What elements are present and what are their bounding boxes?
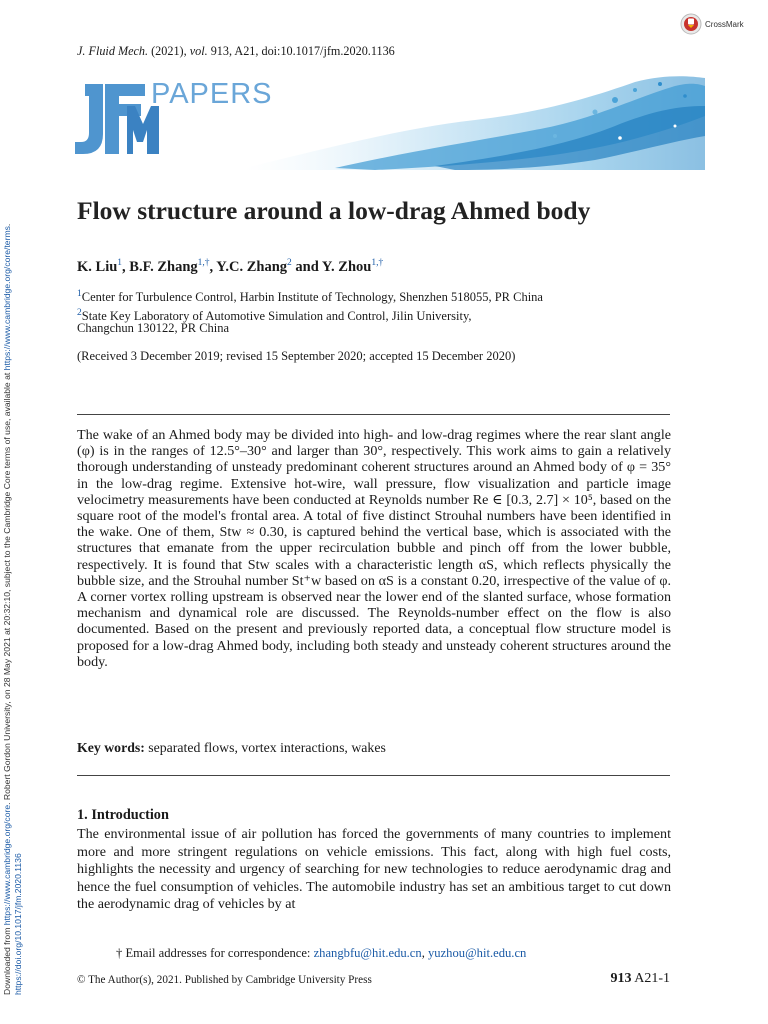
jfm-logo	[75, 84, 159, 154]
section-number: 1.	[77, 807, 88, 823]
section-heading	[77, 807, 169, 824]
download-notice	[2, 155, 24, 995]
correspondence-footnote	[116, 946, 526, 961]
volume-number: 913	[610, 971, 632, 986]
crossmark-icon	[680, 13, 702, 35]
author-affil-mark[interactable]: 2	[287, 258, 292, 268]
author-name: , Y.C. Zhang	[209, 258, 288, 275]
affil-mark: 1	[77, 289, 82, 299]
author-affil-mark[interactable]: 1,†	[371, 258, 384, 268]
affil-text: State Key Laboratory of Automotive Simulation and Control, Jilin University,	[81, 309, 472, 324]
page-number	[610, 971, 670, 987]
papers-label: PAPERS	[151, 78, 273, 110]
affil-text: Changchun 130122, PR China	[77, 321, 230, 335]
terms-link[interactable]: https://www.cambridge.org/core/terms	[2, 226, 12, 371]
keywords	[77, 740, 386, 756]
author-name: , B.F. Zhang	[122, 258, 198, 275]
author-name: and Y. Zhou	[291, 258, 372, 275]
download-prefix: Downloaded from	[2, 925, 12, 995]
section-title: Introduction	[91, 807, 169, 823]
author-list	[77, 258, 383, 276]
affil-text: Center for Turbulence Control, Harbin Institute of Technology, Shenzhen 518055, PR China	[81, 290, 543, 305]
intro-paragraph: The environmental issue of air pollution has forced the governments of many countries to implement more and more stringent regulations on vehicle emissions. This fact, along with high fuel costs, highlights the necessity and urgency of searching for new technologies to reduce aerodynamic drag and hence the fuel consumption of vehicles. The automobile industry has set an ambitious target to cut down the aerodynamic drag of vehicles by at	[77, 826, 671, 912]
affil-mark: 2	[77, 308, 82, 318]
email-link-1[interactable]: zhangbfu@hit.edu.cn	[313, 946, 422, 960]
affiliation-1	[77, 286, 543, 305]
footnote-sep: ,	[421, 946, 428, 960]
doi-link[interactable]: https://doi.org/10.1017/jfm.2020.1136	[13, 853, 23, 995]
abstract-bottom-rule	[77, 775, 670, 776]
abstract-text: The wake of an Ahmed body may be divided into high- and low-drag regimes where the rear slant angle (φ) is in the ranges of 12.5°–30° and larger than 30°, respectively. This work aims to gain a relatively thorough understanding of unsteady predominant coherent structures around an Ahmed body of φ = 35° in the low-drag regime. Extensive hot-wire, wall pressure, flow visualization and particle image velocimetry measurements have been conducted at Reynolds number Re ∈ [0.3, 2.7] × 10⁵, based on the square root of the model's frontal area. A total of five distinct Strouhal numbers have been identified in the wake. One of them, Stw ≈ 0.30, is captured behind the vertical base, which is associated with the structures that emanate from the upper recirculation bubble and pinch off from the lower bubble, respectively. It is found that Stw scales with a characteristic length αS, which reflects physically the bubble size, and the Strouhal number St⁺w based on αS is a constant 0.20, irrespective of the value of φ. A corner vortex rolling upstream is observed near the lower end of the slanted surface, whose formation mechanism and dynamical role are discussed. The Reynolds-number effect on the flow is also documented. Based on the present and previously reported data, a conceptual flow structure model is proposed for a low-drag Ahmed body, including both steady and unsteady coherent structures around the body.	[77, 427, 671, 670]
crossmark-label: CrossMark	[705, 19, 744, 29]
download-end: .	[2, 223, 12, 227]
keywords-label: Key words:	[77, 740, 145, 755]
author-affil-mark[interactable]: 1	[117, 258, 123, 268]
affiliation-2-cont	[77, 320, 229, 336]
received-dates: (Received 3 December 2019; revised 15 September 2020; accepted 15 December 2020)	[77, 349, 516, 363]
abstract-top-rule	[77, 414, 670, 415]
cambridge-core-link[interactable]: https://www.cambridge.org/core	[2, 804, 12, 926]
crossmark-badge[interactable]	[680, 13, 744, 35]
journal-details: 913, A21, doi:10.1017/jfm.2020.1136	[210, 44, 395, 58]
journal-name: J. Fluid Mech.	[77, 44, 149, 58]
email-link-2[interactable]: yuzhou@hit.edu.cn	[428, 946, 527, 960]
download-middle: . Robert Gordon University, on 28 May 2021 at 20:32:10, subject to the Cambridge Core terms of use, available at	[2, 370, 12, 805]
keywords-list: separated flows, vortex interactions, wakes	[148, 740, 386, 755]
article-title: Flow structure around a low-drag Ahmed body	[77, 196, 591, 225]
journal-citation	[77, 44, 395, 59]
journal-year: (2021),	[151, 44, 187, 58]
copyright-notice: © The Author(s), 2021. Published by Cambridge University Press	[77, 974, 372, 986]
download-notice-sidebar	[2, 155, 23, 995]
author-name: K. Liu	[77, 258, 118, 275]
author-affil-mark[interactable]: 1,†	[197, 258, 210, 268]
footnote-text: † Email addresses for correspondence:	[116, 946, 314, 960]
article-page: A21-1	[634, 971, 670, 986]
journal-vol-label: vol.	[189, 44, 208, 58]
